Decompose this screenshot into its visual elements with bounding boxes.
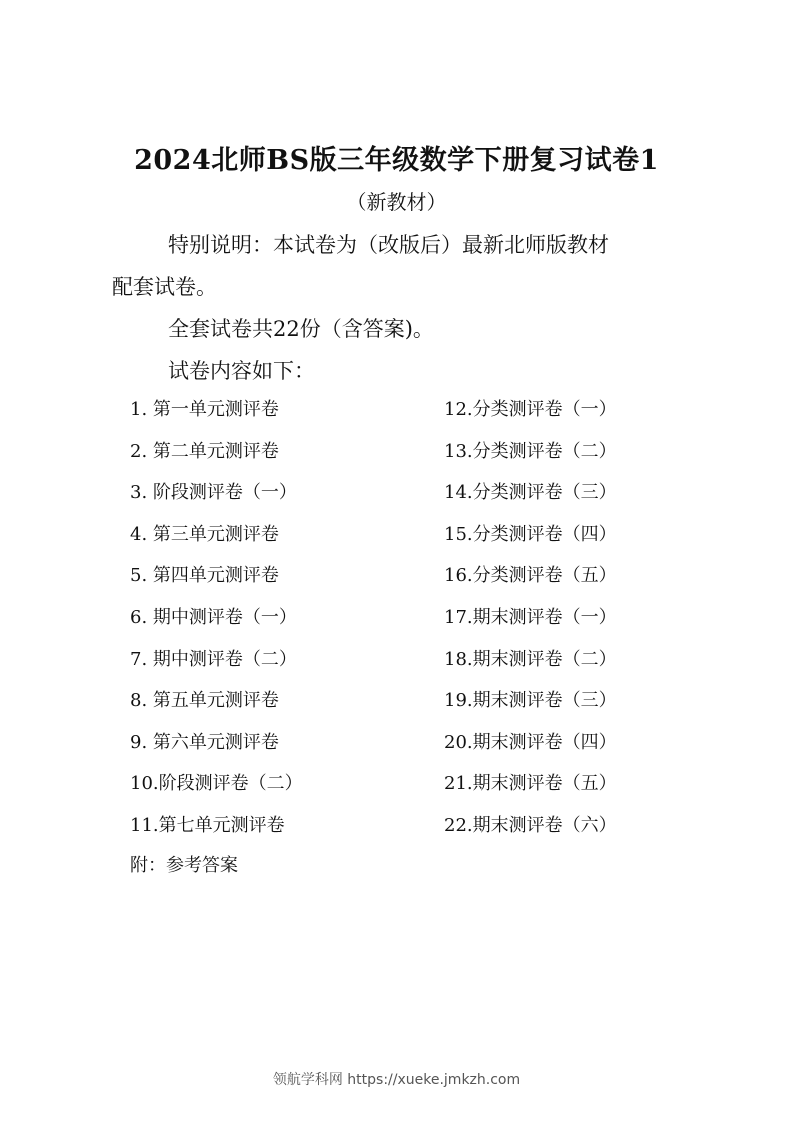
intro-line-1: 特别说明：本试卷为（改版后）最新北师版教材	[168, 233, 609, 257]
count-note: 全套试卷共22份（含答案)。	[168, 317, 434, 341]
toc-item: 2. 第二单元测评卷	[130, 440, 279, 462]
toc-item: 18.期末测评卷（二）	[444, 648, 617, 670]
table-of-contents	[0, 389, 793, 847]
toc-item: 17.期末测评卷（一）	[444, 606, 617, 628]
toc-item: 1. 第一单元测评卷	[130, 399, 279, 420]
toc-row	[0, 722, 793, 764]
toc-item: 12.分类测评卷（一）	[444, 399, 617, 420]
toc-item: 20.期末测评卷（四）	[444, 731, 617, 753]
toc-item: 3. 阶段测评卷（一）	[130, 482, 297, 504]
toc-item: 7. 期中测评卷（二）	[130, 648, 297, 670]
intro-line-2: 配套试卷。	[112, 275, 217, 299]
toc-item: 21.期末测评卷（五）	[444, 773, 617, 795]
toc-row	[0, 431, 793, 473]
toc-row	[0, 805, 793, 847]
toc-row	[0, 639, 793, 681]
toc-item: 16.分类测评卷（五）	[444, 565, 617, 587]
toc-item: 9. 第六单元测评卷	[130, 731, 279, 753]
toc-row	[0, 389, 793, 431]
toc-item: 4. 第三单元测评卷	[130, 523, 279, 545]
toc-item: 19.期末测评卷（三）	[444, 690, 617, 712]
toc-item: 22.期末测评卷（六）	[444, 814, 617, 836]
toc-row	[0, 555, 793, 597]
toc-row	[0, 472, 793, 514]
toc-item: 13.分类测评卷（二）	[444, 440, 617, 462]
footer-watermark: 领航学科网 https://xueke.jmkzh.com	[272, 1072, 521, 1088]
toc-item: 8. 第五单元测评卷	[130, 690, 279, 712]
toc-item: 10.阶段测评卷（二）	[130, 773, 303, 795]
document-title: 2024北师BS版三年级数学下册复习试卷1	[134, 145, 659, 176]
toc-item: 15.分类测评卷（四）	[444, 523, 617, 545]
toc-row	[0, 680, 793, 722]
toc-item: 6. 期中测评卷（一）	[130, 606, 297, 628]
toc-item: 14.分类测评卷（三）	[444, 482, 617, 504]
toc-row	[0, 763, 793, 805]
contents-heading: 试卷内容如下：	[168, 359, 315, 383]
toc-row	[0, 597, 793, 639]
intro-paragraph	[112, 224, 692, 308]
document-subtitle: （新教材）	[346, 190, 447, 214]
toc-item: 5. 第四单元测评卷	[130, 565, 279, 587]
toc-row	[0, 514, 793, 556]
appendix-note: 附：参考答案	[130, 855, 238, 876]
toc-item: 11.第七单元测评卷	[130, 814, 285, 836]
